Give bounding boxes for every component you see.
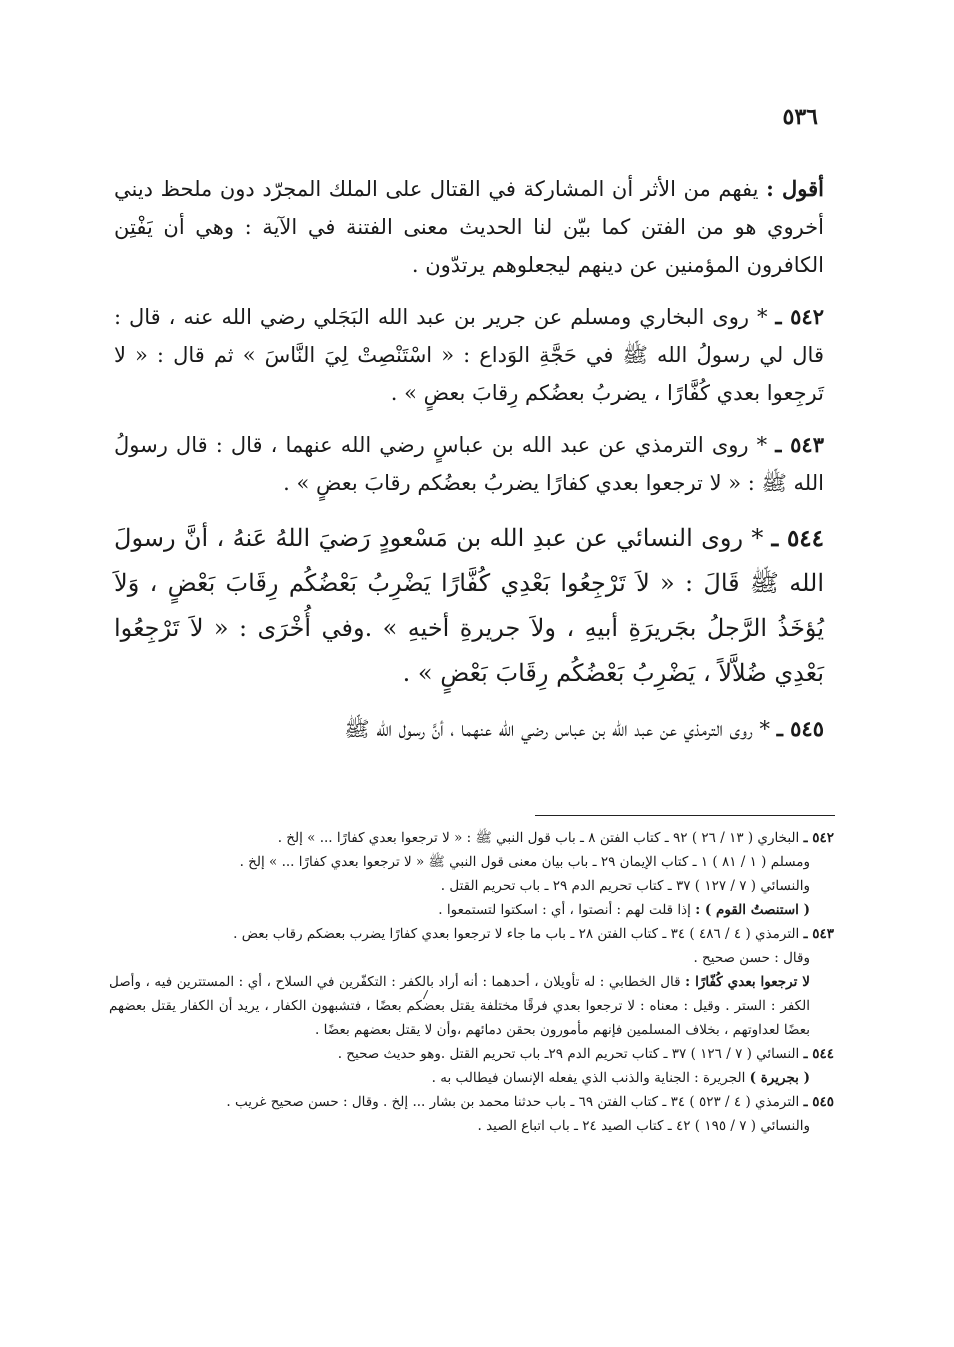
hadith-number: ٥٤٥ ـ xyxy=(776,716,824,741)
footnote xyxy=(109,1066,834,1090)
footnote-text: قال الخطابي : له تأويلان ، أحدهما : أنه أراد بالكفر : التكفّرين في السلاح ، أي : المستترين فيه ، وأصل الكفر : الستر . وقيل : معناه : لا ترجعوا بعدي فرقًا مختلفة يقتل بعضكم بعضًا ، فتشبهون الكفار ، يريد أن الكفار يقتل بعضهم بعضًا لعداوتهم ، بخلاف المسلمين فإنهم مأمورون بحقن دمائهم ،وأن لا يقتل بعضهم بعضًا . xyxy=(109,974,810,1038)
footnote-text: وقال : حسن صحيح . xyxy=(693,950,810,966)
footnote-number: ٥٤٥ ـ xyxy=(803,1094,834,1110)
footnote-text: إذا قلت لهم : أنصتوا ، أي : اسكتوا لتستمعوا . xyxy=(438,902,691,918)
footnote-term: لا ترجعوا بعدي كُفّارًا : xyxy=(685,974,811,990)
footnote-number: ٥٤٢ ـ xyxy=(803,830,834,846)
paragraph-lead: أقول : xyxy=(766,176,824,201)
footnotes xyxy=(109,826,834,1138)
footnote xyxy=(109,1090,834,1114)
footnote xyxy=(109,970,834,1042)
footnote-text: الترمذي ( ٤ / ٥٢٣ ) ٣٤ ـ كتاب الفتن ٦٩ ـ باب حدثنا محمد بن بشار ... إلخ . وقال : حسن صحيح غريب . xyxy=(226,1094,800,1110)
hadith-paragraph xyxy=(114,298,824,412)
hadith-number: ٥٤٢ ـ xyxy=(775,304,824,329)
footnote xyxy=(109,898,834,922)
footnote-text: والنسائي ( ٧ / ١٩٥ ) ٤٢ ـ كتاب الصيد ٢٤ ـ باب اتباع الصيد . xyxy=(477,1118,810,1134)
hadith-paragraph xyxy=(114,516,824,696)
footnote-term: ( استنصتُ القوم ) : xyxy=(695,902,810,918)
footnote-text: والنسائي ( ٧ / ١٢٧ ) ٣٧ ـ كتاب تحريم الدم ٢٩ ـ باب تحريم القتل . xyxy=(440,878,810,894)
footnote xyxy=(109,826,834,850)
hadith-text: * روى الترمذي عن عبد الله بن عباس رضي الله عنهما ، أنَّ رسول الله ﷺ xyxy=(344,717,770,741)
hadith-paragraph xyxy=(114,426,824,502)
commentary-paragraph xyxy=(114,170,824,284)
hadith-text: * روى الترمذي عن عبد الله بن عباسٍ رضي الله عنهما ، قال : قال رسولُ الله ﷺ : « لا ترجعوا بعدي كفارًا يضربُ بعضُكم رقابَ بعضٍ » . xyxy=(114,433,824,495)
footnote xyxy=(109,946,834,970)
footnote xyxy=(109,874,834,898)
footnote-text: النسائي ( ٧ / ١٢٦ ) ٣٧ ـ كتاب تحريم الدم ٢٩ـ باب تحريم القتل .وهو حديث صحيح . xyxy=(337,1046,800,1062)
hadith-text: * روى النسائي عن عبدِ الله بن مَسْعودٍ رَضيَ اللهُ عَنهُ ، أنَّ رسولَ الله ﷺ قَالَ : « لاَ تَرْجِعُوا بَعْدِي كُفَّارًا يَضْرِبُ بَعْضُكُم رِقَابَ بَعْضٍ ، وَلاَ يُؤخَذُ الرَّجلُ بجَريرَةِ أبيهِ ، ولاَ جريرةِ أخيهِ » .وفي أُخْرَى : « لاَ تَرْجِعُوا بَعْدِي ضُلاَّلاً ، يَضْرِبُ بَعْضُكُم رِقَابَ بَعْضٍ » . xyxy=(114,524,824,687)
footnote-number: ٥٤٤ ـ xyxy=(803,1046,834,1062)
footnote-divider xyxy=(535,815,835,816)
hadith-number: ٥٤٣ ـ xyxy=(775,432,824,457)
footnote-text: الترمذي ( ٤ / ٤٨٦ ) ٣٤ ـ كتاب الفتن ٢٨ ـ باب ما جاء لا ترجعوا بعدي كفارًا يضرب بعضكم رقاب بعض . xyxy=(233,926,800,942)
footnote-text: ومسلم ( ١ / ٨١ ) ١ ـ كتاب الإيمان ٢٩ ـ باب بيان معنى قول النبي ﷺ « لا ترجعوا بعدي كفارًا ... » إلخ . xyxy=(239,854,810,870)
hadith-paragraph xyxy=(114,710,824,748)
footnote-text: الجريرة : الجناية والذنب الذي يفعله الإنسان فيطالب به . xyxy=(431,1070,746,1086)
footnote-term: ( بجريرة ) xyxy=(749,1070,810,1086)
footnote-number: ٥٤٣ ـ xyxy=(803,926,834,942)
footnote-text: البخاري ( ١٣ / ٢٦ ) ٩٢ ـ كتاب الفتن ٨ ـ باب قول النبي ﷺ : « لا ترجعوا بعدي كفارًا ... » إلخ . xyxy=(277,830,800,846)
main-text xyxy=(114,170,824,748)
hadith-text: * روى البخاري ومسلم عن جرير بن عبد الله البَجَلي رضي الله عنه ، قال : قال لي رسولُ الله ﷺ في حَجَّةِ الوَداع : « اسْتَنْصِتْ لِيَ النَّاسَ » ثم قال : « لا تَرجِعوا بعدي كُفَّارًا ، يضربُ بعضُكم رِقابَ بعضٍ » . xyxy=(114,305,824,405)
hadith-number: ٥٤٤ ـ xyxy=(771,525,825,552)
footnote xyxy=(109,1042,834,1066)
paragraph-text: يفهم من الأثر أن المشاركة في القتال على الملك المجرّد دون ملحظ ديني أخروي هو من الفتن كما بيّن لنا الحديث معنى الفتنة في الآية : وهي أن يَفْتِن الكافرون المؤمنين عن دينهم ليجعلوهم يرتدّون . xyxy=(114,177,824,277)
footnote xyxy=(109,850,834,874)
footnote xyxy=(109,922,834,946)
page-number: ٥٣٦ xyxy=(782,104,818,130)
footnote xyxy=(109,1114,834,1138)
